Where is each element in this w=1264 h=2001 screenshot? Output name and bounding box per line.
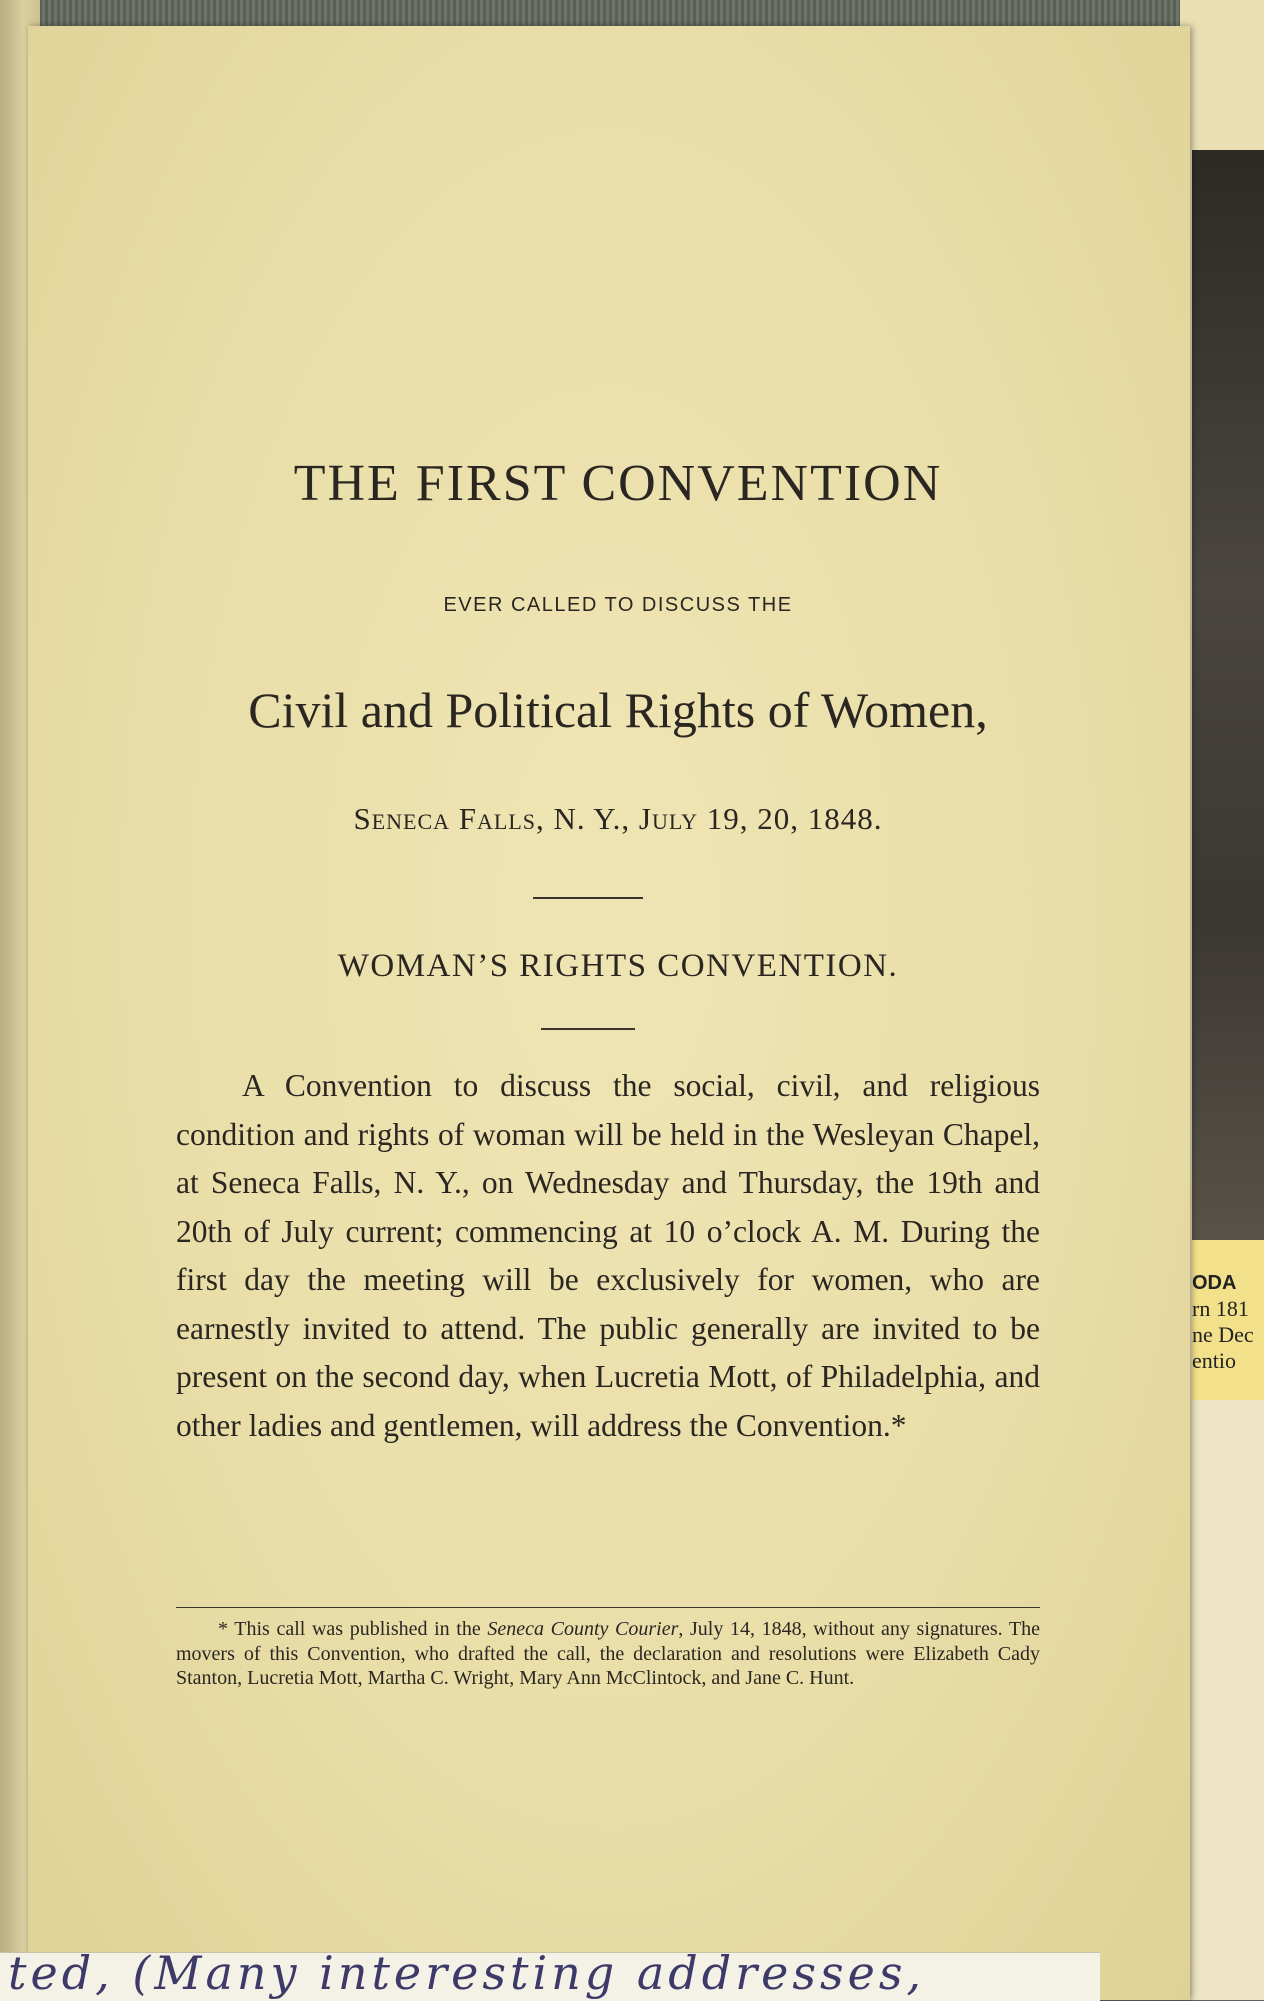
caption-line: ODA: [1192, 1272, 1237, 1294]
page-title: THE FIRST CONVENTION: [293, 455, 943, 512]
divider-rule: [533, 897, 643, 899]
adjacent-photograph: [1192, 150, 1264, 1240]
place-and-date: Seneca Falls, N. Y., July 19, 20, 1848.: [353, 801, 883, 836]
page-heading: Civil and Political Rights of Women,: [248, 682, 988, 738]
footnote: [176, 1617, 1040, 1691]
caption-line: ne Dec: [1192, 1322, 1254, 1347]
footnote-newspaper: Seneca County Courier: [487, 1618, 679, 1640]
caption-line: rn 181: [1192, 1296, 1249, 1321]
footnote-rule: [176, 1607, 1040, 1608]
printed-page: [28, 26, 1190, 2000]
footnote-text-end: , July 14, 1848, without any signatures. The movers of this Convention, who drafted the call, the declaration and resolutions were Elizabeth Cady Stanton, Lucretia Mott, Martha C. Wright, Mary Ann McClintock, and Jane C. Hunt.: [176, 1618, 1040, 1689]
divider-rule: [541, 1028, 635, 1030]
handwritten-note: ted, (Many interesting addresses,: [8, 1946, 926, 2000]
caption-line: entio: [1192, 1348, 1236, 1373]
convention-announcement: A Convention to discuss the social, civil, and religious condition and rights of woman will be held in the Wesleyan Chapel, at Seneca Falls, N. Y., on Wednesday and Thursday, the 19th and 20th of July current; commencing at 10 o’clock A. M. During the first day the meeting will be exclusively for women, who are earnestly invited to attend. The public generally are invited to be present on the second day, when Lucretia Mott, of Philadelphia, and other ladies and gentlemen, will address the Convention.*: [176, 1068, 1040, 1443]
section-title: WOMAN’S RIGHTS CONVENTION.: [337, 948, 899, 984]
adjacent-page-lower: [1192, 1400, 1264, 2000]
footnote-text-start: * This call was published in the: [218, 1618, 488, 1640]
adjacent-caption: [1192, 1240, 1264, 1400]
page-subtitle: EVER CALLED TO DISCUSS THE: [443, 594, 793, 616]
